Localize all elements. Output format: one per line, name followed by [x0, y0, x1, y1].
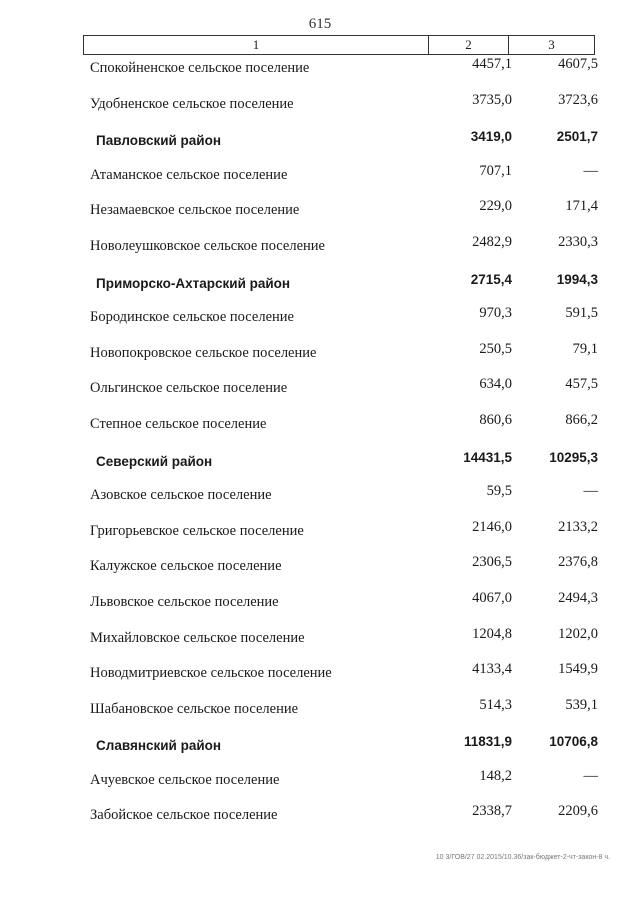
table-row [0, 803, 640, 839]
row-name: Ачуевское сельское поселение [90, 771, 280, 788]
table-row [0, 554, 640, 590]
row-value-col-2: 970,3 [479, 305, 512, 322]
row-name: Михайловское сельское поселение [90, 629, 305, 646]
table-row [0, 768, 640, 804]
table-row [0, 198, 640, 234]
row-name: Калужское сельское поселение [90, 558, 282, 575]
row-value-col-2: 59,5 [486, 483, 512, 500]
row-value-col-2: 634,0 [479, 376, 512, 393]
row-value-col-2: 2338,7 [472, 803, 512, 820]
table-row [0, 234, 640, 270]
district-row [0, 270, 640, 306]
table-row [0, 305, 640, 341]
row-value-col-2: 14431,5 [463, 449, 512, 465]
row-name: Забойское сельское поселение [90, 807, 278, 824]
table-row [0, 341, 640, 377]
table-row [0, 590, 640, 626]
row-value-col-3: 4607,5 [558, 56, 598, 72]
page-number: 615 [308, 16, 332, 32]
row-value-col-3: 2494,3 [558, 589, 598, 606]
row-value-col-3: 866,2 [565, 411, 598, 428]
row-value-col-3: 2376,8 [558, 554, 598, 571]
row-value-col-2: 2146,0 [472, 518, 512, 535]
row-value-col-3: 539,1 [565, 696, 598, 713]
header-col-3: 3 [548, 37, 555, 52]
row-value-col-2: 4457,1 [472, 56, 512, 72]
row-name: Новопокровское сельское поселение [90, 344, 317, 361]
row-value-col-2: 229,0 [479, 198, 512, 215]
row-value-col-3: 2501,7 [556, 129, 598, 145]
row-value-col-3: 1994,3 [556, 271, 598, 287]
row-name: Атаманское сельское поселение [90, 166, 288, 183]
row-name: Славянский район [96, 738, 222, 754]
row-value-col-2: 1204,8 [472, 625, 512, 642]
row-value-col-2: 707,1 [479, 162, 512, 179]
row-value-col-2: 3735,0 [472, 91, 512, 108]
table-row [0, 626, 640, 662]
row-value-col-3: — [583, 162, 598, 179]
header-col-1: 1 [84, 36, 429, 54]
row-value-col-3: 2209,6 [558, 803, 598, 820]
row-value-col-3: 2133,2 [558, 518, 598, 535]
row-value-col-2: 514,3 [479, 696, 512, 713]
row-value-col-2: 2715,4 [470, 271, 512, 287]
row-value-col-2: 860,6 [479, 411, 512, 428]
row-value-col-2: 148,2 [479, 767, 512, 784]
table-body [0, 56, 640, 839]
row-value-col-3: — [583, 483, 598, 500]
table-row [0, 412, 640, 448]
table-row [0, 376, 640, 412]
row-name: Азовское сельское поселение [90, 487, 272, 504]
table-row [0, 661, 640, 697]
row-name: Бородинское сельское поселение [90, 309, 294, 326]
table-row [0, 697, 640, 733]
row-value-col-3: 79,1 [572, 340, 598, 357]
row-value-col-3: 591,5 [565, 305, 598, 322]
table-row [0, 163, 640, 199]
row-value-col-2: 4133,4 [472, 661, 512, 678]
row-value-col-2: 2482,9 [472, 233, 512, 250]
row-value-col-3: 1549,9 [558, 661, 598, 678]
footer-note: 10 3/ГОВ/27 02.2015/10.36/зак-бюджет-2-чт-закон-8 ч. [435, 854, 610, 861]
row-name: Григорьевское сельское поселение [90, 522, 304, 539]
row-value-col-2: 250,5 [479, 340, 512, 357]
row-value-col-2: 2306,5 [472, 554, 512, 571]
row-value-col-2: 11831,9 [463, 734, 512, 750]
table-row [0, 92, 640, 128]
table-row [0, 519, 640, 555]
row-name: Степное сельское поселение [90, 415, 267, 432]
row-value-col-3: 2330,3 [558, 233, 598, 250]
row-value-col-3: 457,5 [565, 376, 598, 393]
row-value-col-3: 1202,0 [558, 625, 598, 642]
row-value-col-3: — [583, 767, 598, 784]
row-value-col-2: 4067,0 [472, 589, 512, 606]
row-name: Удобненское сельское поселение [90, 95, 294, 112]
row-value-col-3: 10295,3 [549, 449, 598, 465]
row-name: Ольгинское сельское поселение [90, 380, 288, 397]
header-col-2: 2 [429, 36, 509, 54]
row-name: Спокойненское сельское поселение [90, 60, 310, 76]
table-row [0, 56, 640, 92]
row-name: Павловский район [96, 133, 222, 149]
row-name: Приморско-Ахтарский район [96, 275, 291, 291]
row-value-col-2: 3419,0 [470, 129, 512, 145]
row-name: Шабановское сельское поселение [90, 700, 299, 717]
row-value-col-3: 10706,8 [549, 734, 598, 750]
district-row [0, 732, 640, 768]
row-value-col-3: 3723,6 [558, 91, 598, 108]
row-name: Северский район [96, 453, 213, 469]
row-name: Новолеушковское сельское поселение [90, 237, 325, 254]
district-row [0, 127, 640, 163]
row-name: Новодмитриевское сельское поселение [90, 665, 332, 682]
table-header-row [83, 35, 595, 55]
row-value-col-3: 171,4 [565, 198, 598, 215]
row-name: Незамаевское сельское поселение [90, 202, 300, 219]
district-row [0, 448, 640, 484]
table-row [0, 483, 640, 519]
row-name: Львовское сельское поселение [90, 593, 279, 610]
